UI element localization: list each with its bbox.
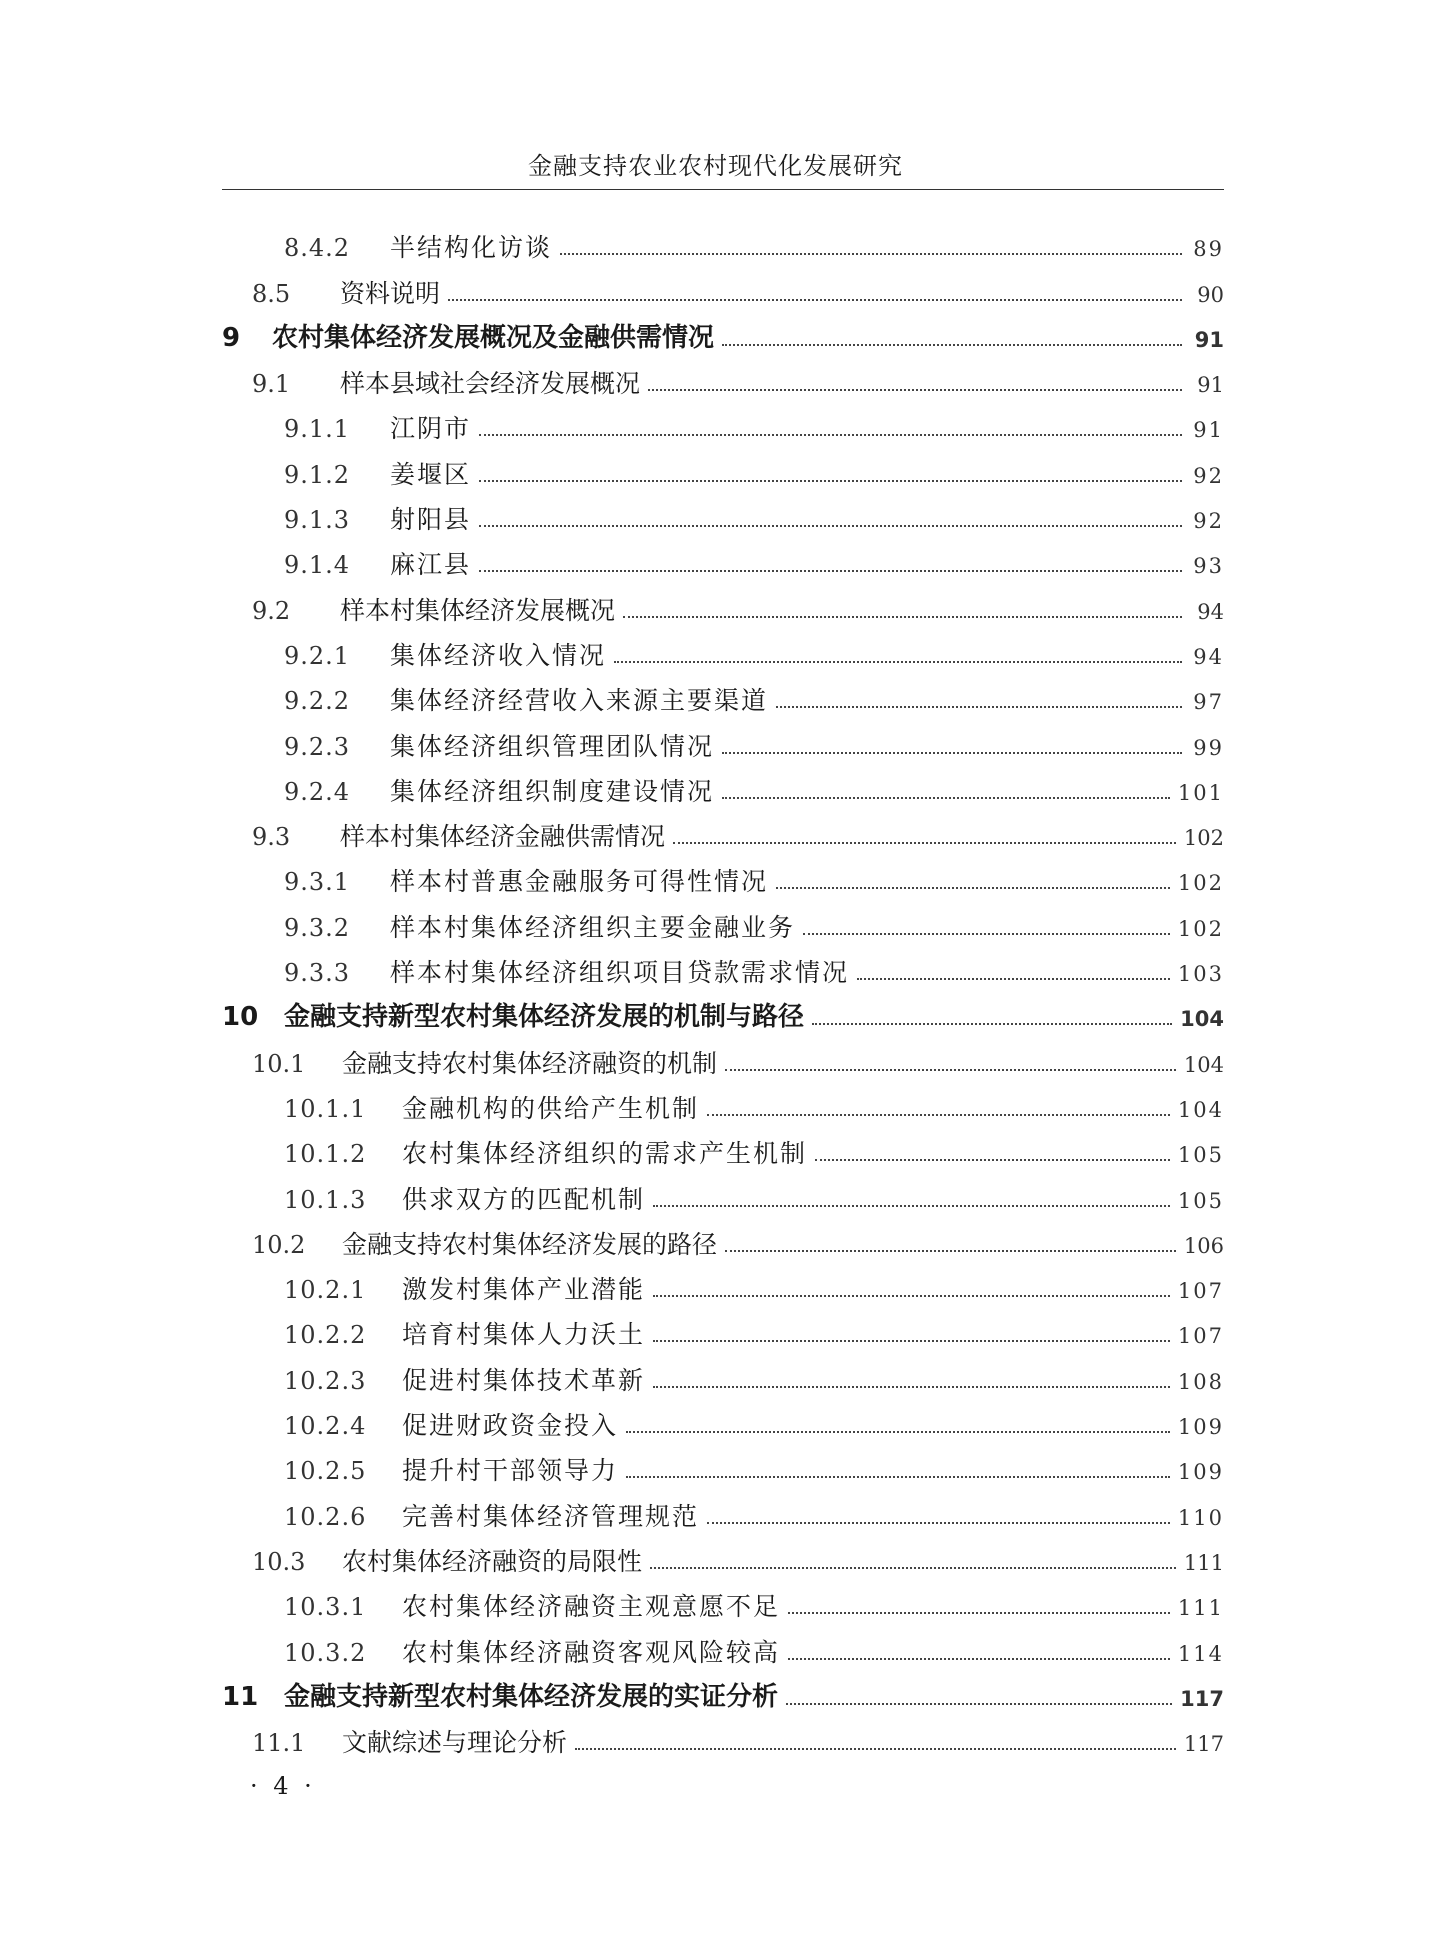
toc-entry-number: 10.1.3 <box>284 1185 367 1214</box>
toc-entry-number: 10.1 <box>252 1049 306 1078</box>
toc-dot-leader <box>707 1522 1170 1524</box>
toc-dot-leader <box>707 1114 1170 1116</box>
toc-entry[interactable] <box>222 668 1224 716</box>
toc-entry-title: 资料说明 <box>340 278 441 308</box>
page-number: · 4 · <box>250 1772 316 1800</box>
toc-entry[interactable] <box>222 940 1224 988</box>
toc-entry-number: 10.2.4 <box>284 1412 367 1441</box>
toc-entry-page: 106 <box>1183 1233 1224 1258</box>
toc-entry-number: 11 <box>222 1681 259 1712</box>
toc-entry-number: 9.1.1 <box>284 415 351 444</box>
toc-entry[interactable] <box>222 441 1224 489</box>
toc-entry-number: 10.3 <box>252 1547 306 1576</box>
toc-entry-number: 9.2.3 <box>284 732 351 761</box>
toc-entry-number: 10.3.2 <box>284 1638 367 1667</box>
toc-dot-leader <box>653 1295 1170 1297</box>
toc-entry[interactable] <box>222 260 1224 308</box>
toc-entry-number: 10.2.6 <box>284 1502 367 1531</box>
toc-entry-page: 97 <box>1193 690 1224 715</box>
toc-entry[interactable] <box>222 1302 1224 1350</box>
toc-entry[interactable] <box>222 849 1224 897</box>
toc-entry[interactable] <box>222 1483 1224 1531</box>
toc-dot-leader <box>722 752 1182 754</box>
toc-entry-title: 姜堰区 <box>390 459 472 489</box>
toc-entry-title: 完善村集体经济管理规范 <box>402 1501 700 1531</box>
toc-entry-page: 89 <box>1193 237 1224 262</box>
toc-entry-title: 金融机构的供给产生机制 <box>402 1093 700 1123</box>
toc-entry-page: 102 <box>1177 871 1224 896</box>
toc-entry-title: 农村集体经济发展概况及金融供需情况 <box>272 322 715 353</box>
toc-dot-leader <box>626 1431 1170 1433</box>
toc-entry[interactable] <box>222 1076 1224 1121</box>
toc-entry-number: 10.3.1 <box>284 1593 367 1622</box>
toc-dot-leader <box>448 299 1182 301</box>
toc-entry-title: 集体经济经营收入来源主要渠道 <box>390 686 769 716</box>
toc-entry-page: 93 <box>1193 554 1224 579</box>
toc-entry-page: 102 <box>1183 826 1224 851</box>
toc-entry-page: 91 <box>1193 418 1224 443</box>
toc-entry-page: 105 <box>1177 1143 1224 1168</box>
toc-entry-page: 114 <box>1177 1641 1224 1666</box>
toc-entry[interactable] <box>222 1030 1224 1078</box>
toc-dot-leader <box>725 1250 1176 1252</box>
toc-entry-title: 农村集体经济组织的需求产生机制 <box>402 1139 808 1169</box>
toc-entry-title: 样本县域社会经济发展概况 <box>340 369 641 399</box>
toc-entry-title: 促进财政资金投入 <box>402 1411 619 1441</box>
toc-entry-title: 文献综述与理论分析 <box>342 1728 568 1758</box>
toc-entry[interactable] <box>222 1529 1224 1574</box>
toc-entry-title: 麻江县 <box>390 550 472 580</box>
toc-entry-page: 117 <box>1180 1686 1224 1711</box>
toc-entry[interactable] <box>222 306 1224 351</box>
toc-entry-title: 江阴市 <box>390 414 472 444</box>
toc-entry-page: 105 <box>1177 1188 1224 1213</box>
running-header: 金融支持农业农村现代化发展研究 <box>528 152 903 180</box>
toc-entry[interactable] <box>222 1347 1224 1395</box>
toc-entry[interactable] <box>222 1710 1224 1758</box>
toc-entry[interactable] <box>222 532 1224 580</box>
toc-entry[interactable] <box>222 1212 1224 1257</box>
toc-entry-number: 8.5 <box>252 279 291 308</box>
toc-entry-page: 90 <box>1197 282 1224 307</box>
toc-entry-page: 104 <box>1177 1097 1224 1122</box>
toc-entry-title: 集体经济组织管理团队情况 <box>390 731 715 761</box>
toc-dot-leader <box>653 1386 1170 1388</box>
toc-entry[interactable] <box>222 1665 1224 1710</box>
toc-entry-number: 10.2.2 <box>284 1321 367 1350</box>
toc-dot-leader <box>722 797 1170 799</box>
toc-entry-page: 101 <box>1177 780 1224 805</box>
toc-entry-page: 117 <box>1183 1732 1224 1757</box>
toc-entry[interactable] <box>222 215 1224 263</box>
toc-entry-number: 11.1 <box>252 1729 306 1758</box>
toc-entry-title: 金融支持农村集体经济融资的机制 <box>342 1048 718 1078</box>
toc-entry-number: 10.1.1 <box>284 1094 367 1123</box>
toc-entry-page: 91 <box>1194 327 1224 352</box>
toc-entry[interactable] <box>222 487 1224 535</box>
toc-entry-number: 10.1.2 <box>284 1140 367 1169</box>
toc-entry-page: 108 <box>1177 1369 1224 1394</box>
toc-entry-number: 8.4.2 <box>284 234 351 263</box>
toc-entry-title: 金融支持新型农村集体经济发展的实证分析 <box>284 1681 779 1712</box>
toc-entry-number: 10.2.3 <box>284 1366 367 1395</box>
toc-dot-leader <box>725 1069 1176 1071</box>
table-of-contents <box>222 215 1224 1758</box>
toc-dot-leader <box>479 570 1182 572</box>
toc-entry-number: 9.2.4 <box>284 777 351 806</box>
toc-entry-title: 促进村集体技术革新 <box>402 1365 646 1395</box>
toc-entry[interactable] <box>222 623 1224 668</box>
toc-dot-leader <box>648 389 1182 391</box>
toc-entry-page: 94 <box>1197 599 1224 624</box>
toc-entry-title: 集体经济收入情况 <box>390 640 607 670</box>
toc-dot-leader <box>673 842 1176 844</box>
toc-entry[interactable] <box>222 759 1224 804</box>
toc-dot-leader <box>479 525 1182 527</box>
toc-entry-page: 111 <box>1177 1596 1224 1621</box>
toc-dot-leader <box>560 253 1182 255</box>
toc-dot-leader <box>776 706 1182 708</box>
toc-entry-title: 样本村普惠金融服务可得性情况 <box>390 867 769 897</box>
toc-entry-page: 99 <box>1193 735 1224 760</box>
toc-entry-page: 94 <box>1193 644 1224 669</box>
toc-dot-leader <box>815 1159 1170 1161</box>
toc-entry[interactable] <box>222 396 1224 444</box>
toc-entry-number: 9.1 <box>252 370 291 399</box>
toc-entry[interactable] <box>222 985 1224 1033</box>
toc-entry-page: 109 <box>1177 1460 1224 1485</box>
toc-entry-page: 92 <box>1193 463 1224 488</box>
toc-entry-number: 9.2 <box>252 596 291 625</box>
toc-entry-page: 109 <box>1177 1415 1224 1440</box>
toc-entry-page: 104 <box>1180 1007 1224 1032</box>
toc-entry-number: 9.1.2 <box>284 460 351 489</box>
toc-entry-title: 集体经济组织制度建设情况 <box>390 776 715 806</box>
toc-entry-title: 样本村集体经济金融供需情况 <box>340 822 666 852</box>
toc-dot-leader <box>788 1658 1170 1660</box>
toc-entry-title: 供求双方的匹配机制 <box>402 1184 646 1214</box>
toc-entry-page: 107 <box>1177 1324 1224 1349</box>
toc-entry[interactable] <box>222 1619 1224 1667</box>
toc-dot-leader <box>653 1340 1170 1342</box>
toc-entry-number: 9.2.2 <box>284 687 351 716</box>
toc-dot-leader <box>812 1023 1172 1025</box>
toc-entry[interactable] <box>222 351 1224 399</box>
toc-entry-number: 9.2.1 <box>284 641 351 670</box>
toc-entry-title: 农村集体经济融资客观风险较高 <box>402 1637 781 1667</box>
toc-entry[interactable] <box>222 1393 1224 1441</box>
toc-entry-title: 半结构化访谈 <box>390 233 553 263</box>
toc-dot-leader <box>623 616 1182 618</box>
toc-dot-leader <box>857 978 1170 980</box>
toc-dot-leader <box>722 344 1182 346</box>
toc-entry[interactable] <box>222 713 1224 761</box>
toc-entry-page: 103 <box>1177 962 1224 987</box>
toc-entry-number: 9.1.3 <box>284 506 351 535</box>
toc-entry-number: 10 <box>222 1002 259 1033</box>
toc-entry-number: 10.2 <box>252 1230 306 1259</box>
toc-dot-leader <box>776 887 1170 889</box>
toc-entry-title: 样本村集体经济组织主要金融业务 <box>390 912 796 942</box>
toc-entry[interactable] <box>222 1574 1224 1622</box>
toc-entry-title: 农村集体经济融资主观意愿不足 <box>402 1592 781 1622</box>
toc-entry[interactable] <box>222 577 1224 625</box>
toc-entry-title: 培育村集体人力沃土 <box>402 1320 646 1350</box>
toc-entry-number: 9.3.2 <box>284 913 351 942</box>
toc-dot-leader <box>479 480 1182 482</box>
toc-entry[interactable] <box>222 1166 1224 1214</box>
toc-entry-number: 9.3.1 <box>284 868 351 897</box>
toc-entry[interactable] <box>222 1438 1224 1486</box>
toc-dot-leader <box>614 661 1182 663</box>
toc-entry-number: 10.2.1 <box>284 1276 367 1305</box>
toc-entry-number: 10.2.5 <box>284 1457 367 1486</box>
toc-entry-page: 110 <box>1177 1505 1224 1530</box>
toc-entry-page: 107 <box>1177 1279 1224 1304</box>
header-rule <box>222 189 1224 190</box>
toc-entry-page: 104 <box>1183 1052 1224 1077</box>
toc-entry[interactable] <box>222 1121 1224 1169</box>
toc-entry-title: 提升村干部领导力 <box>402 1456 619 1486</box>
toc-entry-page: 102 <box>1177 916 1224 941</box>
toc-entry-number: 9 <box>222 322 241 353</box>
toc-entry-page: 91 <box>1197 373 1224 398</box>
toc-entry[interactable] <box>222 894 1224 942</box>
toc-entry-title: 激发村集体产业潜能 <box>402 1275 646 1305</box>
toc-dot-leader <box>479 434 1182 436</box>
toc-entry-number: 9.1.4 <box>284 551 351 580</box>
toc-dot-leader <box>803 933 1170 935</box>
toc-dot-leader <box>626 1476 1170 1478</box>
toc-entry-title: 样本村集体经济发展概况 <box>340 595 616 625</box>
toc-entry-title: 农村集体经济融资的局限性 <box>342 1546 643 1576</box>
toc-entry-title: 样本村集体经济组织项目贷款需求情况 <box>390 958 850 988</box>
toc-entry-page: 111 <box>1183 1550 1224 1575</box>
toc-dot-leader <box>650 1567 1176 1569</box>
toc-dot-leader <box>653 1205 1170 1207</box>
toc-entry-title: 射阳县 <box>390 505 472 535</box>
toc-entry[interactable] <box>222 1257 1224 1305</box>
toc-entry-title: 金融支持新型农村集体经济发展的机制与路径 <box>284 1002 805 1033</box>
toc-entry[interactable] <box>222 804 1224 852</box>
toc-entry-number: 9.3 <box>252 823 291 852</box>
toc-dot-leader <box>788 1612 1170 1614</box>
toc-entry-page: 92 <box>1193 509 1224 534</box>
toc-dot-leader <box>575 1748 1176 1750</box>
toc-entry-title: 金融支持农村集体经济发展的路径 <box>342 1229 718 1259</box>
toc-entry-number: 9.3.3 <box>284 959 351 988</box>
toc-dot-leader <box>786 1703 1172 1705</box>
